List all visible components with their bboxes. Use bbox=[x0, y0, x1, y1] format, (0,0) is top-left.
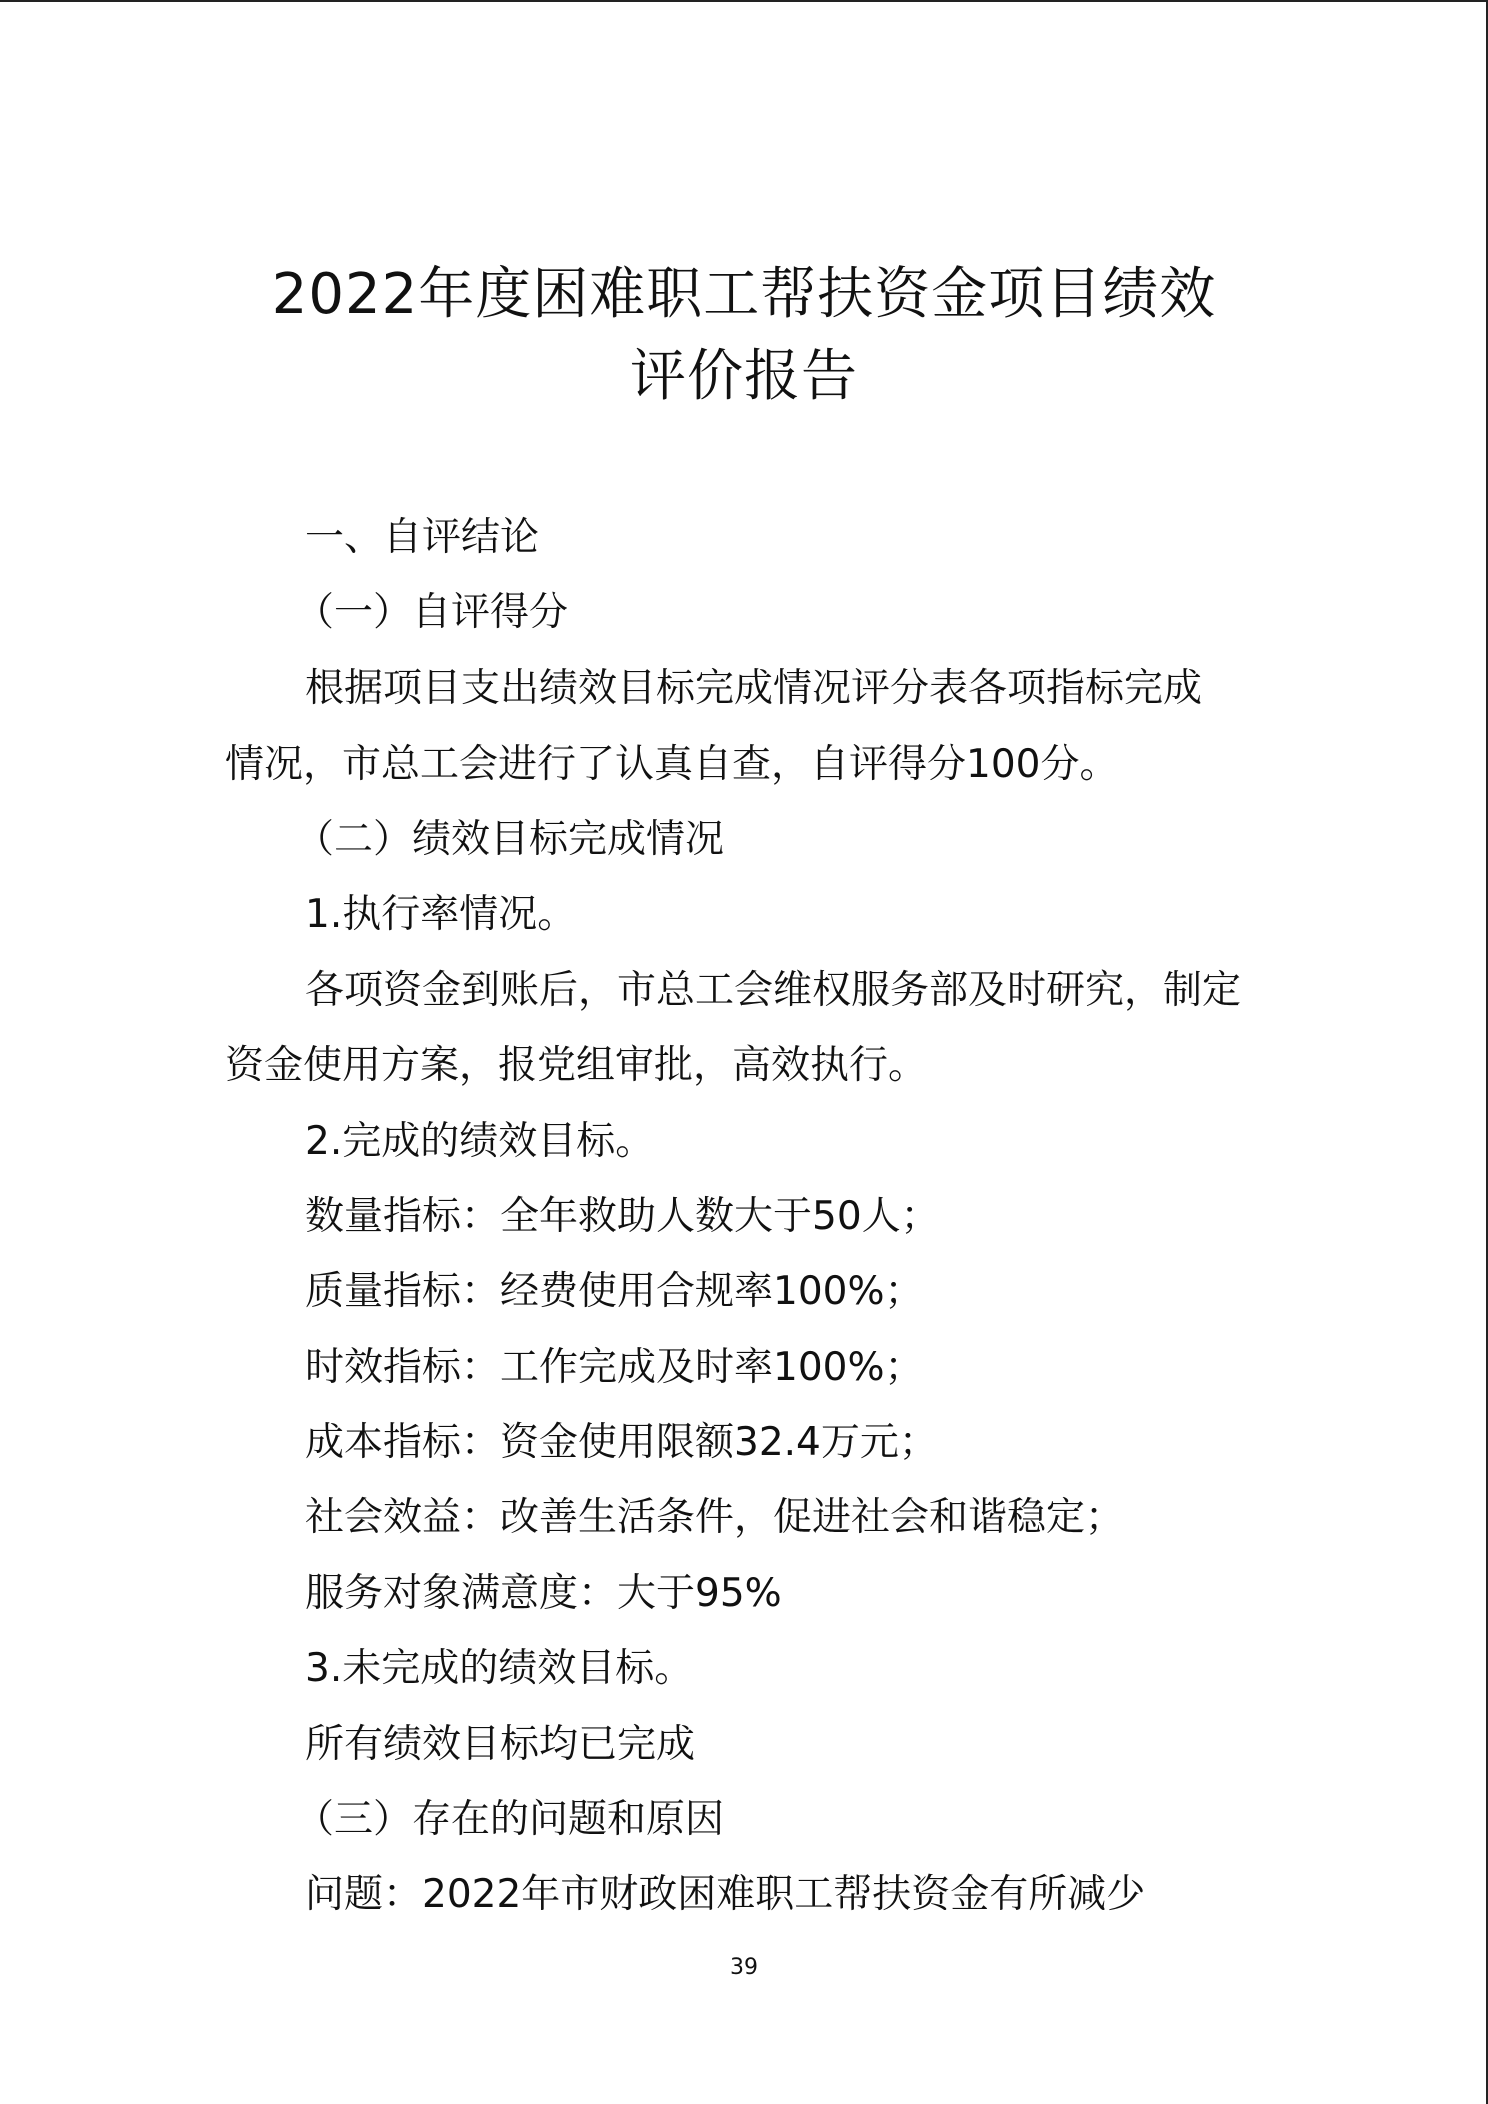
paragraph-line: 各项资金到账后，市总工会维权服务部及时研究，制定 bbox=[305, 968, 1242, 1013]
document-title-line-2: 评价报告 bbox=[630, 344, 858, 409]
subsection-heading-problems: （三）存在的问题和原因 bbox=[295, 1797, 725, 1842]
indicator-cost: 成本指标：资金使用限额32.4万元； bbox=[305, 1420, 938, 1465]
page-number: 39 bbox=[730, 1955, 758, 1980]
indicator-quality: 质量指标：经费使用合规率100%； bbox=[305, 1269, 924, 1314]
page-border-top bbox=[0, 0, 1488, 2]
indicator-quantity: 数量指标：全年救助人数大于50人； bbox=[305, 1194, 940, 1239]
item-heading-completed-goals: 2.完成的绩效目标。 bbox=[305, 1119, 655, 1164]
subsection-heading-self-score: （一）自评得分 bbox=[295, 590, 569, 635]
paragraph-line: 问题：2022年市财政困难职工帮扶资金有所减少 bbox=[305, 1872, 1146, 1917]
paragraph-line: 所有绩效目标均已完成 bbox=[305, 1722, 696, 1767]
paragraph-line: 资金使用方案，报党组审批，高效执行。 bbox=[225, 1043, 928, 1088]
item-heading-execution-rate: 1.执行率情况。 bbox=[305, 892, 577, 937]
paragraph-line: 根据项目支出绩效目标完成情况评分表各项指标完成 bbox=[305, 666, 1203, 711]
subsection-heading-goal-completion: （二）绩效目标完成情况 bbox=[295, 817, 725, 862]
document-title-line-1: 2022年度困难职工帮扶资金项目绩效 bbox=[271, 262, 1217, 327]
item-heading-uncompleted-goals: 3.未完成的绩效目标。 bbox=[305, 1646, 694, 1691]
indicator-satisfaction: 服务对象满意度：大于95% bbox=[305, 1571, 782, 1616]
indicator-timeliness: 时效指标：工作完成及时率100%； bbox=[305, 1345, 924, 1390]
paragraph-line: 情况，市总工会进行了认真自查，自评得分100分。 bbox=[225, 742, 1119, 787]
indicator-social-benefit: 社会效益：改善生活条件，促进社会和谐稳定； bbox=[305, 1495, 1125, 1540]
section-heading: 一、自评结论 bbox=[305, 515, 540, 560]
